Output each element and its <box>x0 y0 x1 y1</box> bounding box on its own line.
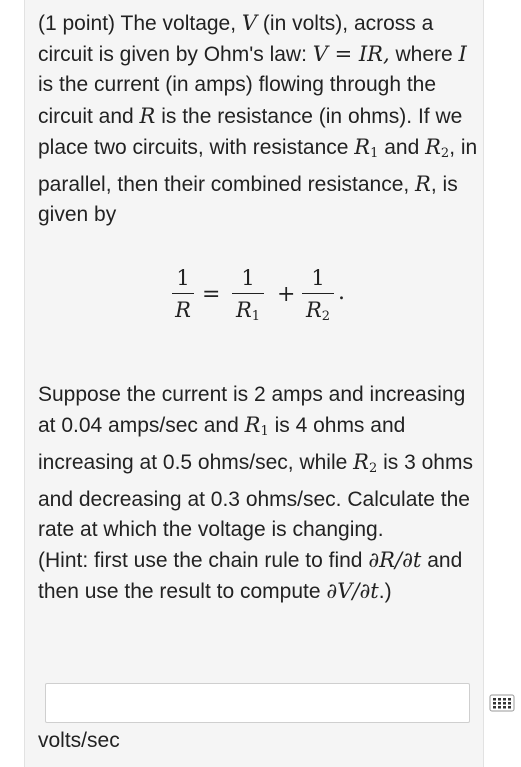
parallel-resistance-formula <box>166 266 356 336</box>
var-I: I <box>458 42 467 67</box>
plus-sign: + <box>277 282 296 307</box>
fraction-1-over-R1: 1 $R_1$ <box>232 266 264 329</box>
partial-V-t: ∂V/∂t <box>326 579 379 604</box>
hint: (Hint: first use the chain rule to find <box>38 549 369 573</box>
var-R2: R <box>353 450 369 475</box>
answer-units: volts/sec <box>38 729 120 752</box>
var-R1: R <box>354 134 371 159</box>
fraction-1-over-R: 1 R <box>172 266 194 322</box>
var-R: R <box>139 103 156 128</box>
keypad-grid-icon[interactable] <box>489 694 515 712</box>
answer-input[interactable] <box>45 683 470 723</box>
var-R-combined: R <box>415 172 431 197</box>
partial-R-t: ∂R/∂t <box>368 548 422 573</box>
var-R2: R <box>425 134 441 159</box>
question-text: Suppose the current is 2 amps and increasing at 0.04 amps/sec and $R_1$ is 4 ohms and increasing at 0.5 ohms/sec, while $R_2$ is 3 ohms and decreasing at 0.3 ohms/sec. Calculate the rate at which the voltage is changing. (Hint: first use the chain rule to find ∂R/∂t and then use the result to compute ∂V/∂t.) <box>38 383 473 604</box>
var-R1: R <box>244 413 261 438</box>
ohms-law: V = IR, <box>312 42 390 67</box>
period: . <box>338 280 345 305</box>
equals-sign: = <box>202 282 221 307</box>
fraction-1-over-R2: 1 $R_2$ <box>302 266 334 329</box>
points-label: (1 point) <box>38 12 116 35</box>
problem-statement: (1 point) The voltage, V (in volts), across a circuit is given by Ohm's law: V = IR, where I is the current (in amps) flowing through the circuit and R is the resistance (in ohms). If we place two circuits, with resistance $R_1$ and $R_2$, in parallel, then their combined resistance, R, is given by <box>38 11 478 227</box>
var-V: V <box>241 11 258 35</box>
